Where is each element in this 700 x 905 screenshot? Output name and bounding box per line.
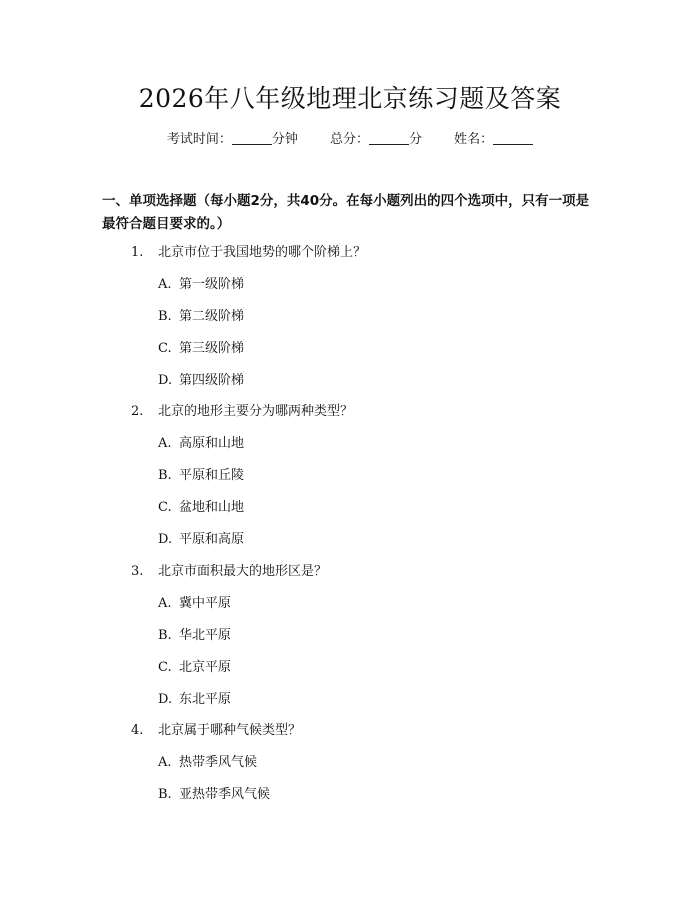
- option-text: 第二级阶梯: [179, 309, 245, 324]
- option-item: [158, 594, 231, 614]
- option-item: [158, 753, 257, 773]
- total-score-unit: 分: [409, 132, 423, 147]
- question-text: 北京属于哪种气候类型？: [158, 723, 302, 738]
- option-letter: A.: [158, 277, 172, 292]
- option-letter: A.: [158, 596, 172, 611]
- option-text: 第一级阶梯: [179, 277, 245, 292]
- exam-time-label: 考试时间：: [166, 132, 232, 147]
- option-letter: C.: [158, 341, 172, 356]
- option-letter: D.: [158, 373, 173, 388]
- student-name-field: [454, 130, 533, 150]
- option-letter: B.: [158, 309, 172, 324]
- option-text: 平原和高原: [179, 532, 245, 547]
- student-name-label: 姓名：: [454, 132, 494, 147]
- option-text: 华北平原: [179, 628, 232, 643]
- exam-time-unit: 分钟: [271, 132, 298, 147]
- question-text: 北京的地形主要分为哪两种类型？: [158, 404, 354, 419]
- option-letter: C.: [158, 500, 172, 515]
- exam-time-blank: [232, 130, 272, 145]
- option-item: [158, 690, 231, 710]
- option-text: 东北平原: [179, 692, 232, 707]
- option-text: 冀中平原: [179, 596, 232, 611]
- option-item: [158, 275, 244, 295]
- option-text: 亚热带季风气候: [179, 787, 271, 802]
- option-item: [158, 626, 231, 646]
- option-item: [158, 785, 270, 805]
- question-2: [131, 402, 353, 422]
- option-text: 高原和山地: [179, 436, 245, 451]
- question-text: 北京市面积最大的地形区是？: [158, 564, 328, 579]
- exam-time-field: [167, 130, 298, 150]
- option-item: [158, 434, 244, 454]
- option-letter: B.: [158, 628, 172, 643]
- option-letter: B.: [158, 468, 172, 483]
- option-item: [158, 371, 244, 391]
- option-item: [158, 530, 244, 550]
- option-item: [158, 466, 244, 486]
- option-letter: D.: [158, 532, 173, 547]
- option-letter: C.: [158, 660, 172, 675]
- question-4: [131, 721, 301, 741]
- question-number: 4.: [131, 723, 144, 738]
- option-letter: A.: [158, 436, 172, 451]
- total-score-label: 总分：: [329, 132, 369, 147]
- question-number: 2.: [131, 404, 144, 419]
- question-number: 3.: [131, 564, 144, 579]
- question-text: 北京市位于我国地势的哪个阶梯上？: [158, 245, 367, 260]
- option-letter: B.: [158, 787, 172, 802]
- total-score-field: [330, 130, 422, 150]
- option-item: [158, 498, 244, 518]
- option-text: 平原和丘陵: [179, 468, 245, 483]
- option-text: 盆地和山地: [179, 500, 245, 515]
- question-1: [131, 243, 366, 263]
- option-item: [158, 658, 231, 678]
- section-heading: 一、单项选择题（每小题2分，共40分。在每小题列出的四个选项中，只有一项是最符合题目要求的。）: [102, 193, 590, 232]
- option-text: 第三级阶梯: [179, 341, 245, 356]
- option-item: [158, 339, 244, 359]
- option-text: 北京平原: [179, 660, 232, 675]
- option-text: 第四级阶梯: [179, 373, 245, 388]
- page-title: 2026年八年级地理北京练习题及答案: [138, 84, 562, 113]
- student-name-blank: [493, 130, 533, 145]
- option-letter: D.: [158, 692, 173, 707]
- exam-info-line: [0, 130, 700, 150]
- question-number: 1.: [131, 245, 144, 260]
- option-letter: A.: [158, 755, 172, 770]
- question-3: [131, 562, 327, 582]
- option-item: [158, 307, 244, 327]
- total-score-blank: [369, 130, 409, 145]
- option-text: 热带季风气候: [179, 755, 258, 770]
